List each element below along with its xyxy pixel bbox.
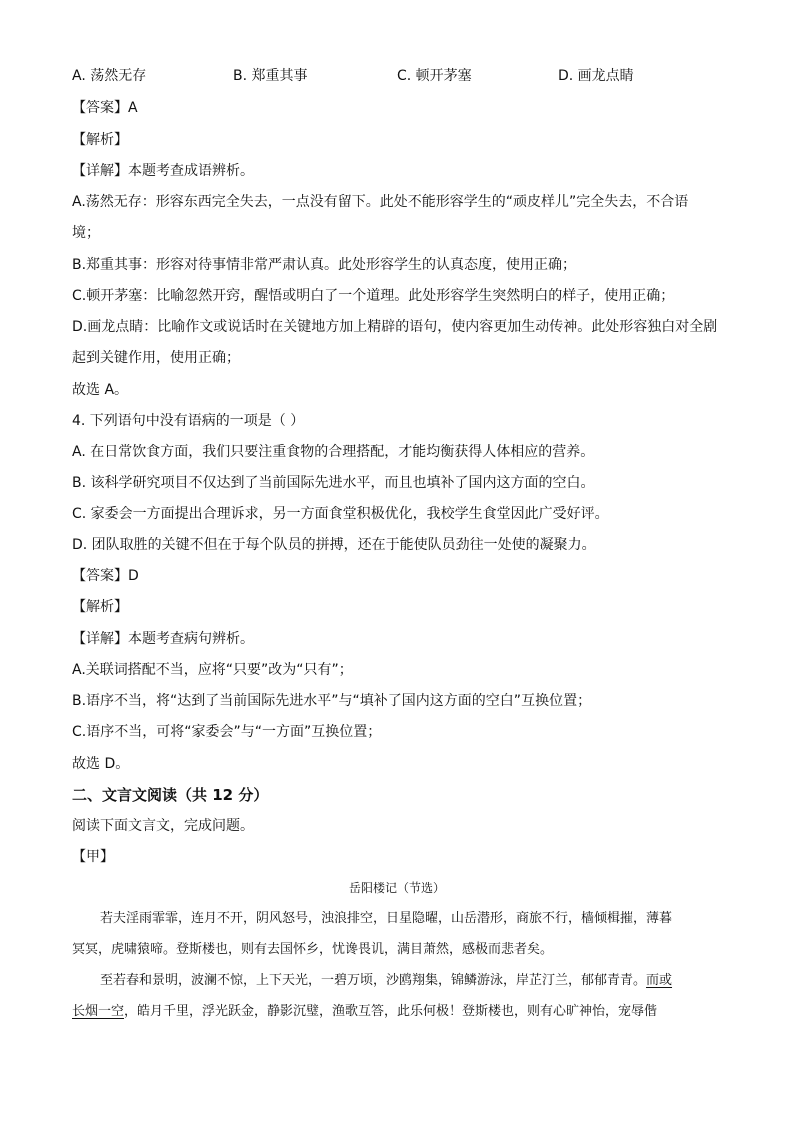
underlined-phrase-part2: 长烟一空 [72,1004,125,1019]
underlined-phrase-part1: 而或 [646,973,673,988]
q3-explain-d-line2: 起到关键作用，使用正确； [72,350,240,366]
q4-explain-a: A.关联词搭配不当，应将“只要”改为“只有”； [72,662,353,678]
q3-option-b: B. 郑重其事 [233,68,308,84]
passage-label-jia: 【甲】 [72,849,114,865]
passage-p2-line1 [100,972,750,990]
q4-option-a: A. 在日常饮食方面，我们只要注重食物的合理搭配，才能均衡获得人体相应的营养。 [72,444,595,460]
passage-p2-line2 [72,1003,722,1021]
q4-detail-heading: 【详解】本题考查病句辨析。 [72,631,254,647]
q4-option-d: D. 团队取胜的关键不但在于每个队员的拼搏，还在于能使队员劲往一处使的凝聚力。 [72,537,596,553]
q3-option-d: D. 画龙点睛 [558,68,634,84]
q4-option-b: B. 该科学研究项目不仅达到了当前国际先进水平，而且也填补了国内这方面的空白。 [72,475,595,491]
passage-p2-line2-text: ，皓月千里，浮光跃金，静影沉璧，渔歌互答，此乐何极！登斯楼也，则有心旷神怡，宠辱偕 [124,1004,658,1019]
q4-conclusion: 故选 D。 [72,756,130,772]
section-heading: 二、文言文阅读（共 12 分） [72,786,269,804]
passage-p1-line2: 冥冥，虎啸猿啼。登斯楼也，则有去国怀乡，忧谗畏讥，满目萧然，感极而悲者矣。 [72,942,554,957]
q3-explain-b: B.郑重其事：形容对待事情非常严肃认真。此处形容学生的认真态度，使用正确； [72,257,577,273]
q4-explain-b: B.语序不当，将“达到了当前国际先进水平”与“填补了国内这方面的空白”互换位置； [72,693,592,709]
q3-option-a: A. 荡然无存 [72,68,147,84]
q3-option-c: C. 顿开茅塞 [397,68,472,84]
q4-option-c: C. 家委会一方面提出合理诉求，另一方面食堂积极优化，我校学生食堂因此广受好评。 [72,506,609,522]
q4-answer: 【答案】D [72,568,139,584]
q3-detail-heading: 【详解】本题考查成语辨析。 [72,163,254,179]
passage-title: 岳阳楼记（节选） [348,881,445,895]
q3-answer: 【答案】A [72,100,138,116]
section-instruction: 阅读下面文言文，完成问题。 [72,818,254,834]
passage-p2-line1-text: 至若春和景明，波澜不惊，上下天光，一碧万顷，沙鸥翔集，锦鳞游泳，岸芷汀兰，郁郁青青。 [100,973,647,988]
q3-analysis-heading: 【解析】 [72,132,128,148]
q4-analysis-heading: 【解析】 [72,599,128,615]
passage-p1-line1: 若夫淫雨霏霏，连月不开，阴风怒号，浊浪排空，日星隐曜，山岳潜形，商旅不行，樯倾楫摧，薄暮 [100,911,673,926]
q3-explain-a-line1: A.荡然无存：形容东西完全失去，一点没有留下。此处不能形容学生的“顽皮样儿”完全失去，不合语 [72,194,689,210]
q3-explain-c: C.顿开茅塞：比喻忽然开窍，醒悟或明白了一个道理。此处形容学生突然明白的样子，使用正确； [72,288,675,304]
q4-stem: 4. 下列语句中没有语病的一项是（ ） [72,413,305,429]
q4-explain-c: C.语序不当，可将“家委会”与“一方面”互换位置； [72,724,382,740]
q3-explain-d-line1: D.画龙点睛：比喻作文或说话时在关键地方加上精辟的语句，使内容更加生动传神。此处形容独白对全剧 [72,319,718,335]
q3-conclusion: 故选 A。 [72,382,129,398]
q3-explain-a-line2: 境； [72,225,100,241]
